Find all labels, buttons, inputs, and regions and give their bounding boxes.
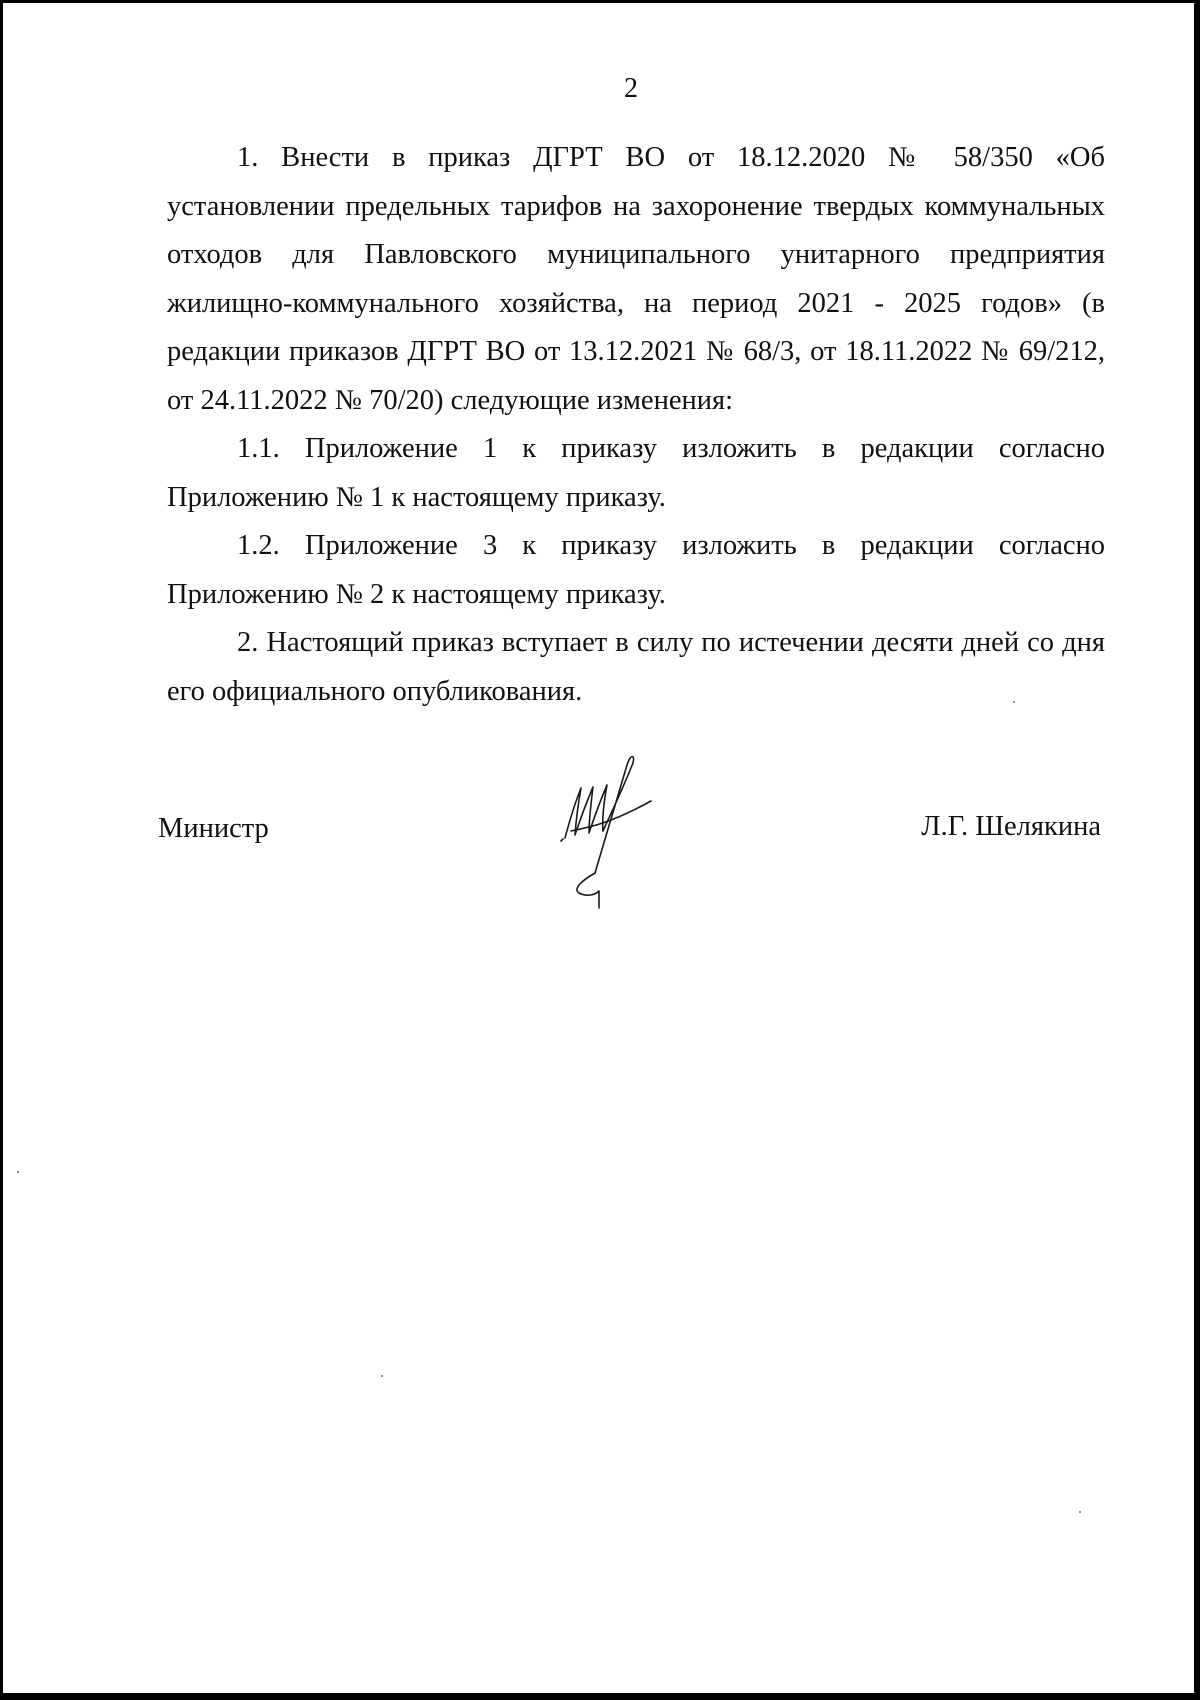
paragraph-1-2: 1.2. Приложение 3 к приказу изложить в редакции согласно Приложению № 2 к настоящему приказу. — [167, 530, 1105, 610]
scan-speck — [381, 1375, 383, 1377]
scan-speck — [1079, 1511, 1081, 1513]
paragraph-1-1: 1.1. Приложение 1 к приказу изложить в редакции согласно Приложению № 1 к настоящему приказу. — [167, 433, 1105, 513]
handwritten-signature — [551, 743, 681, 913]
scan-speck — [1013, 701, 1015, 703]
page-number: 2 — [624, 73, 638, 104]
paragraph-2: 2. Настоящий приказ вступает в силу по истечении десяти дней со дня его официального опубликования. — [167, 627, 1105, 707]
paragraph-1: 1. Внести в приказ ДГРТ ВО от 18.12.2020 № 58/350 «Об установлении предельных тарифов на захоронение твердых коммунальных отходов для Павловского муниципального унитарного предприятия жилищно-коммунального хозяйства, на период 2021 - 2025 годов» (в редакции приказов ДГРТ ВО от 13.12.2021 № 68/3, от 18.11.2022 № 69/212, от 24.11.2022 № 70/20) следующие изменения: — [167, 142, 1105, 416]
scan-speck — [17, 1171, 19, 1173]
signer-position: Министр — [158, 813, 269, 844]
order-body — [167, 134, 1105, 716]
signer-name: Л.Г. Шелякина — [921, 811, 1101, 842]
